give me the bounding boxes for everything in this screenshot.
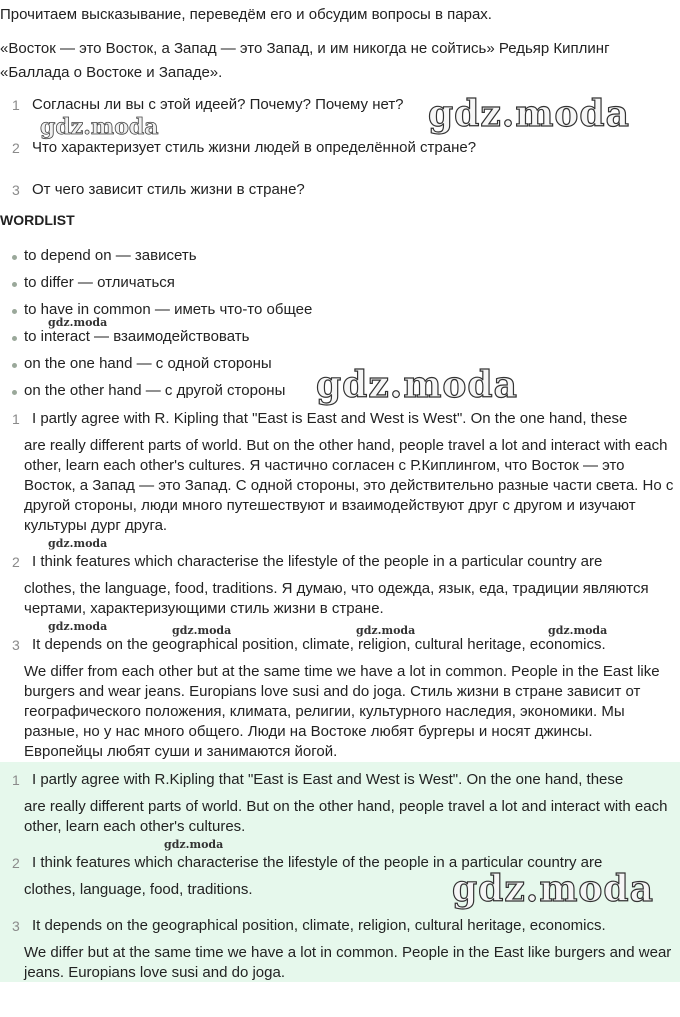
wordlist-item: to interact — взаимодействовать	[24, 328, 250, 345]
answer-body: We differ but at the same time we have a lot in common. People in the East like burgers and wear jeans. Europians love susi and do joga.	[24, 944, 672, 981]
answer-number: 3	[12, 918, 20, 934]
answer-number: 2	[12, 855, 20, 871]
wordlist-item: to depend on — зависеть	[24, 247, 197, 264]
answer-first-line: It depends on the geographical position, climate, religion, cultural heritage, economics.	[32, 636, 606, 653]
bullet-dot	[12, 255, 17, 260]
watermark-logo: gdz.moda	[40, 114, 159, 140]
question-number: 3	[12, 182, 20, 198]
answer-first-line: I think features which characterise the lifestyle of the people in a particular country are	[32, 553, 603, 570]
answer-number: 1	[12, 772, 20, 788]
watermark-logo: gdz.moda	[48, 316, 108, 329]
answer-body: We differ from each other but at the same time we have a lot in common. People in the East like burgers and wear jeans. Europians love susi and do joga. Стиль жизни в стране зависит от географического положения, климата, религии, культурного наследия, экономики. Мы разные, но у нас много общего. Люди на Востоке любят бургеры и носят джинсы. Европейцы любят суши и занимаются йогой.	[24, 663, 660, 760]
answer-number: 2	[12, 554, 20, 570]
wordlist-item: to differ — отличаться	[24, 274, 175, 291]
answer-first-line: It depends on the geographical position, climate, religion, cultural heritage, economics.	[32, 917, 606, 934]
watermark-logo: gdz.moda	[452, 868, 654, 910]
quote-line-2: «Баллада о Востоке и Западе».	[0, 64, 223, 81]
question-number: 1	[12, 97, 20, 113]
bullet-dot	[12, 309, 17, 314]
question-text: От чего зависит стиль жизни в стране?	[32, 181, 305, 198]
question-number: 2	[12, 140, 20, 156]
instruction-text: Прочитаем высказывание, переведём его и обсудим вопросы в парах.	[0, 6, 492, 23]
quote-line-1: «Восток — это Восток, а Запад — это Запад, и им никогда не сойтись» Редьяр Киплинг	[0, 40, 610, 57]
wordlist-item: to have in common — иметь что-то общее	[24, 301, 313, 318]
question-text: Что характеризует стиль жизни людей в определённой стране?	[32, 139, 477, 156]
answer-number: 3	[12, 637, 20, 653]
answer-body: clothes, the language, food, traditions. Я думаю, что одежда, язык, еда, традиции являются чертами, характеризующими стиль жизни в стране.	[24, 580, 649, 617]
answer-first-line: I partly agree with R.Kipling that "East is East and West is West". On the one hand, these	[32, 771, 624, 788]
question-text: Согласны ли вы с этой идеей? Почему? Почему нет?	[32, 96, 404, 113]
watermark-logo: gdz.moda	[316, 364, 518, 406]
watermark-logo: gdz.moda	[164, 838, 224, 851]
watermark-logo: gdz.moda	[428, 93, 630, 135]
watermark-logo: gdz.moda	[356, 624, 416, 637]
answer-first-line: I partly agree with R. Kipling that "East is East and West is West". On the one hand, these	[32, 410, 628, 427]
answer-body: are really different parts of world. But on the other hand, people travel a lot and interact with each other, learn each other's cultures. Я частично согласен с Р.Киплингом, что Восток — это Восток, а Запад — это Запад. С одной стороны, это действительно разные части света. Но с другой стороны, люди много путешествуют и взаимодействуют друг с другом и изучают культуры дург друга.	[24, 437, 674, 534]
watermark-logo: gdz.moda	[48, 620, 108, 633]
answer-body: are really different parts of world. But on the other hand, people travel a lot and interact with each other, learn each other's cultures.	[24, 798, 668, 835]
wordlist-heading: WORDLIST	[0, 212, 75, 228]
watermark-logo: gdz.moda	[548, 624, 608, 637]
watermark-logo: gdz.moda	[48, 537, 108, 550]
bullet-dot	[12, 363, 17, 368]
answer-body: clothes, language, food, traditions.	[24, 881, 253, 898]
bullet-dot	[12, 282, 17, 287]
answer-first-line: I think features which characterise the lifestyle of the people in a particular country are	[32, 854, 603, 871]
bullet-dot	[12, 336, 17, 341]
wordlist-item: on the one hand — с одной стороны	[24, 355, 272, 372]
watermark-logo: gdz.moda	[172, 624, 232, 637]
answer-number: 1	[12, 411, 20, 427]
wordlist-item: on the other hand — с другой стороны	[24, 382, 286, 399]
bullet-dot	[12, 390, 17, 395]
